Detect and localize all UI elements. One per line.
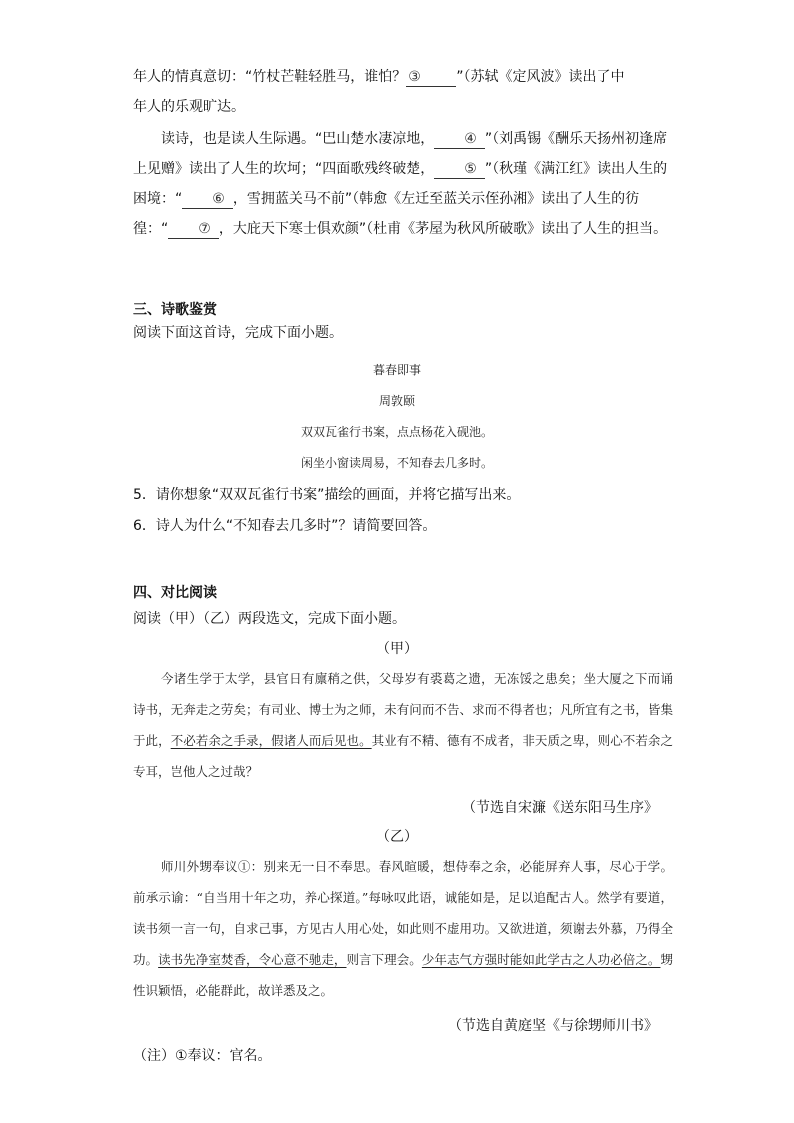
footnote: （注）①奉议：官名。 — [133, 1048, 272, 1064]
poem-author: 周敦颐 — [378, 394, 415, 408]
question-5: 5．请你想象“双双瓦雀行书案”描绘的画面，并将它描写出来。 — [133, 487, 521, 503]
fill-line1-pre: 年人的情真意切：“竹杖芒鞋轻胜马，谁怕？ — [133, 69, 407, 85]
yi-underlined-sentence-2: 少年志气方强时能如此学古之人功必倍之。 — [421, 952, 661, 967]
poem-line-1: 双双瓦雀行书案，点点杨花入砚池。 — [300, 425, 493, 439]
section4-instruction: 阅读（甲）（乙）两段选文，完成下面小题。 — [133, 611, 406, 627]
blank-4[interactable]: ④ — [434, 130, 485, 149]
fill-paragraph-1 — [133, 62, 673, 122]
jia-source: （节选自宋濂《送东阳马生序》 — [462, 800, 658, 816]
blank-3[interactable]: ③ — [406, 68, 456, 87]
fill-paragraph-2 — [133, 124, 673, 244]
fill-p2-e: ，大庇天下寒士俱欢颜”（杜甫《茅屋为秋风所破歌》读出了人生的担当。 — [218, 221, 668, 237]
jia-underlined-sentence: 不必若余之手录，假诸人而后见也。 — [170, 733, 372, 748]
jia-passage — [133, 663, 673, 787]
jia-label: （甲） — [376, 641, 418, 657]
fill-p2-d: ，雪拥蓝关马不前”（韩愈《左迁至蓝关示侄孙湘》读出了人生的彷徨：“ — [133, 191, 640, 237]
fill-p2-a: 读诗，也是读人生际遇。“巴山楚水凄凉地， — [161, 131, 435, 147]
jia-text-b: 其业有不精、德有不成者，非天质之卑，则心不若余之专耳，岂他人之过哉？ — [133, 733, 673, 779]
section3-heading: 三、诗歌鉴赏 — [133, 302, 217, 318]
poem-title: 暮春即事 — [372, 363, 421, 377]
yi-label: （乙） — [376, 829, 418, 845]
poem-line-2: 闲坐小窗读周易，不知春去几多时。 — [300, 456, 493, 470]
blank-6[interactable]: ⑥ — [182, 190, 233, 209]
fill-line1-post: ”（苏轼《定风波》读出了中 — [456, 69, 625, 85]
blank-7[interactable]: ⑦ — [168, 220, 219, 239]
fill-p2-c: ”（秋瑾《满江红》读出人生的困境：“ — [133, 161, 668, 207]
yi-underlined-sentence-1: 读书先净室焚香，令心意不驰走， — [158, 952, 347, 967]
yi-text-a: 师川外甥奉议①：别来无一日不奉思。春风暄暖，想侍奉之余，必能屏弃人事，尽心于学。前承示谕：“自当用十年之功，养心探道。”每咏叹此语，诚能如是，足以追配古人。然学有要道，读书须一言一句，自求己事，方见古人用心处，如此则不虚用功。又欲进道，须谢去外慕，乃得全功。 — [133, 859, 673, 967]
jia-text-a: 今诸生学于太学，县官日有廪稍之供，父母岁有裘葛之遗，无冻馁之患矣；坐大厦之下而诵诗书，无奔走之劳矣；有司业、博士为之师，未有问而不告、求而不得者也；凡所宜有之书，皆集于此， — [133, 671, 673, 748]
fill-line2: 年人的乐观旷达。 — [133, 99, 245, 115]
yi-text-b: 则言下理会。 — [346, 952, 422, 967]
fill-p2-b: ”（刘禹锡《酬乐天扬州初逢席上见赠》读出了人生的坎坷；“四面歌残终破楚， — [133, 131, 668, 177]
yi-passage — [133, 851, 673, 1006]
section3-instruction: 阅读下面这首诗，完成下面小题。 — [133, 325, 343, 341]
blank-5[interactable]: ⑤ — [434, 160, 485, 179]
question-6: 6．诗人为什么“不知春去几多时”？请简要回答。 — [133, 518, 437, 534]
section4-heading: 四、对比阅读 — [133, 585, 217, 601]
yi-text-c: 甥性识颖悟，必能群此，故详悉及之。 — [133, 952, 673, 998]
yi-source: （节选自黄庭坚《与徐甥师川书》 — [448, 1018, 658, 1034]
